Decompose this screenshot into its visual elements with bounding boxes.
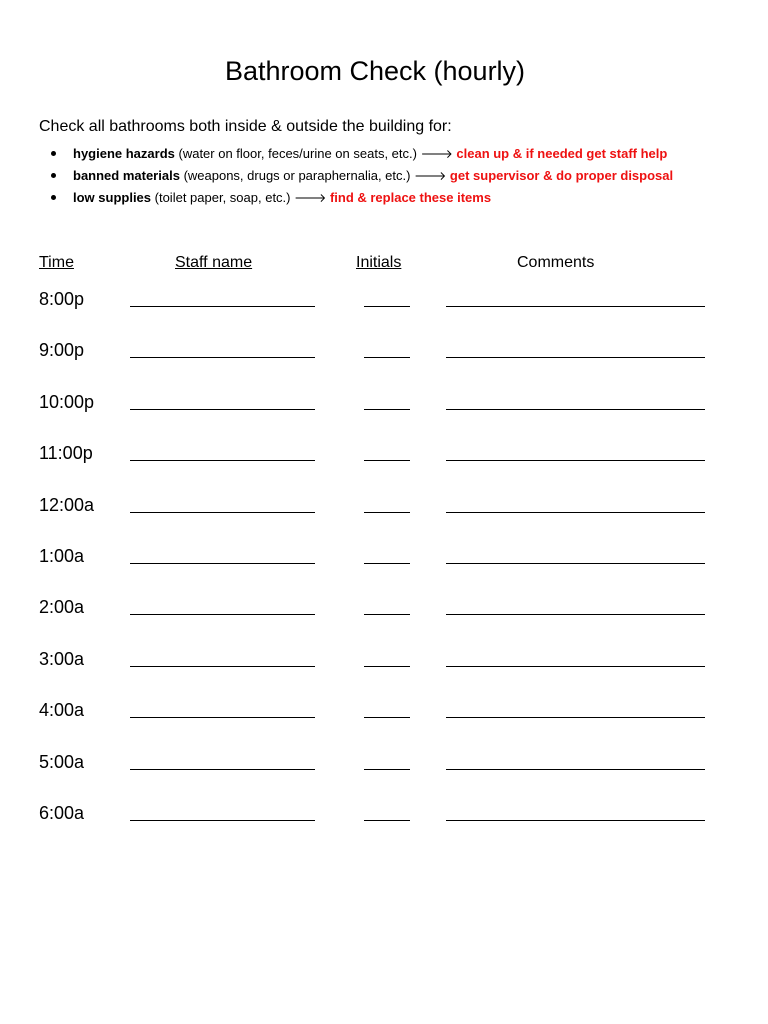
initials-blank[interactable] <box>364 460 410 461</box>
comments-blank[interactable] <box>446 409 705 410</box>
arrow-right-icon: 🡒 <box>420 147 453 161</box>
initials-blank[interactable] <box>364 563 410 564</box>
comments-blank[interactable] <box>446 460 705 461</box>
comments-blank[interactable] <box>446 820 705 821</box>
time-slot: 4:00a <box>39 700 85 721</box>
initials-blank[interactable] <box>364 820 410 821</box>
time-slot: 11:00p <box>39 443 93 464</box>
log-row <box>0 441 768 492</box>
comments-blank[interactable] <box>446 614 705 615</box>
time-slot: 6:00a <box>39 802 85 823</box>
comments-blank[interactable] <box>446 357 705 358</box>
staff-name-blank[interactable] <box>130 306 315 307</box>
column-header-initials: Initials <box>356 254 402 271</box>
staff-name-blank[interactable] <box>130 666 315 667</box>
time-slot: 8:00p <box>39 289 85 309</box>
staff-name-blank[interactable] <box>130 717 315 718</box>
comments-blank[interactable] <box>446 717 705 718</box>
staff-name-blank[interactable] <box>130 769 315 770</box>
staff-name-blank[interactable] <box>130 820 315 821</box>
initials-blank[interactable] <box>364 666 410 667</box>
bullet-icon <box>51 151 56 156</box>
log-row <box>0 595 768 646</box>
log-row <box>0 338 768 389</box>
log-row <box>0 698 768 749</box>
checklist-item-supplies <box>48 187 673 209</box>
checklist <box>48 143 673 209</box>
comments-blank[interactable] <box>446 512 705 513</box>
initials-blank[interactable] <box>364 769 410 770</box>
time-slot: 10:00p <box>39 391 95 412</box>
log-row <box>0 390 768 441</box>
initials-blank[interactable] <box>364 614 410 615</box>
page-title: Bathroom Check (hourly) <box>224 56 526 86</box>
staff-name-blank[interactable] <box>130 409 315 410</box>
staff-name-blank[interactable] <box>130 357 315 358</box>
intro-text: Check all bathrooms both inside & outside the building for: <box>39 118 452 135</box>
staff-name-blank[interactable] <box>130 614 315 615</box>
initials-blank[interactable] <box>364 512 410 513</box>
log-row <box>0 647 768 698</box>
bullet-icon <box>51 173 56 178</box>
checklist-item-banned <box>48 165 673 187</box>
time-slot: 1:00a <box>39 545 85 566</box>
item-action: clean up & if needed get staff help <box>456 146 668 161</box>
item-detail: (water on floor, feces/urine on seats, etc.) <box>178 146 417 161</box>
item-action: get supervisor & do proper disposal <box>449 168 674 183</box>
comments-blank[interactable] <box>446 306 705 307</box>
time-slot: 2:00a <box>39 597 85 618</box>
comments-blank[interactable] <box>446 666 705 667</box>
item-action: find & replace these items <box>329 190 492 205</box>
item-label: low supplies <box>73 190 152 205</box>
item-detail: (toilet paper, soap, etc.) <box>154 190 291 205</box>
comments-blank[interactable] <box>446 769 705 770</box>
log-row <box>0 544 768 595</box>
time-slot: 12:00a <box>39 494 95 515</box>
initials-blank[interactable] <box>364 357 410 358</box>
initials-blank[interactable] <box>364 717 410 718</box>
log-row <box>0 750 768 801</box>
arrow-right-icon: 🡒 <box>294 191 327 205</box>
column-header-time: Time <box>39 254 74 271</box>
column-header-comments: Comments <box>517 254 595 271</box>
log-row <box>0 493 768 544</box>
arrow-right-icon: 🡒 <box>414 169 447 183</box>
log-row <box>0 287 768 338</box>
staff-name-blank[interactable] <box>130 563 315 564</box>
staff-name-blank[interactable] <box>130 460 315 461</box>
comments-blank[interactable] <box>446 563 705 564</box>
item-label: banned materials <box>73 168 180 183</box>
time-slot: 5:00a <box>39 751 85 772</box>
item-detail: (weapons, drugs or paraphernalia, etc.) <box>183 168 411 183</box>
item-label: hygiene hazards <box>73 146 175 161</box>
bullet-icon <box>51 195 56 200</box>
time-slot: 9:00p <box>39 340 85 361</box>
checklist-item-hygiene <box>48 143 673 165</box>
log-table <box>0 287 768 852</box>
log-row <box>0 801 768 852</box>
staff-name-blank[interactable] <box>130 512 315 513</box>
initials-blank[interactable] <box>364 306 410 307</box>
column-header-staff: Staff name <box>175 254 253 271</box>
initials-blank[interactable] <box>364 409 410 410</box>
time-slot: 3:00a <box>39 648 85 669</box>
